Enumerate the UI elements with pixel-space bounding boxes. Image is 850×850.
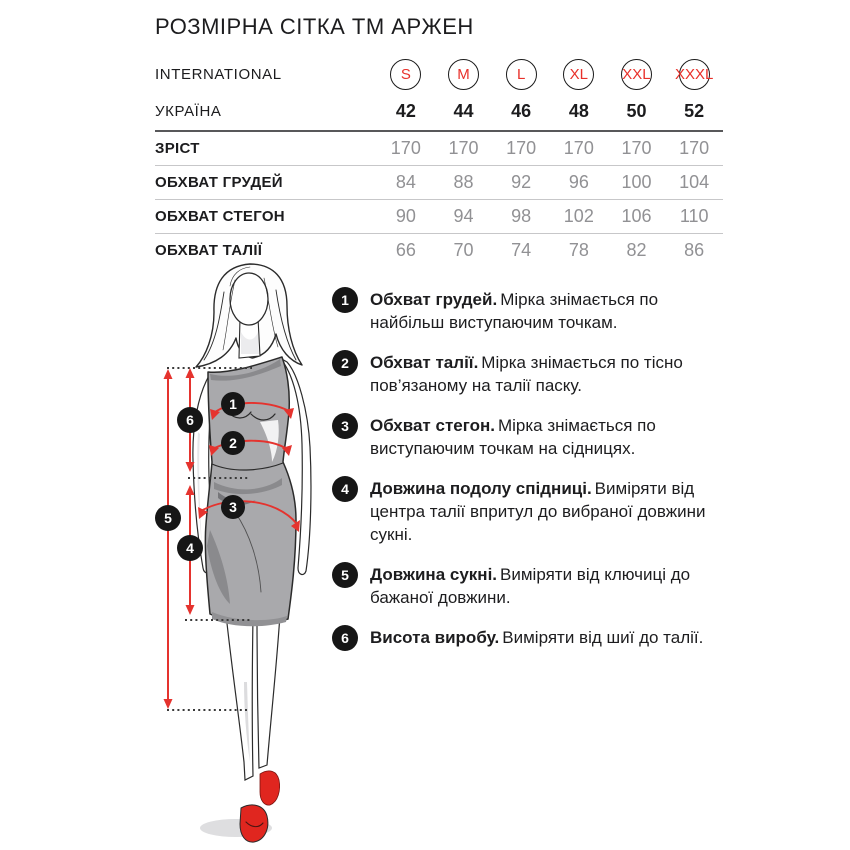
marker-1: 1 — [229, 396, 237, 412]
size-cell — [550, 55, 608, 93]
size-table — [155, 55, 723, 267]
legend-text — [370, 351, 728, 397]
ukraine-size-value: 52 — [684, 101, 705, 121]
legend-number-badge: 1 — [332, 287, 358, 313]
cell-value: 82 — [626, 240, 647, 260]
size-cell — [492, 93, 550, 130]
size-badge-circle — [621, 59, 652, 90]
woman-figure-illustration — [140, 262, 340, 850]
cell-value: 170 — [563, 138, 594, 158]
legend-number-badge: 3 — [332, 413, 358, 439]
size-badge-circle — [448, 59, 479, 90]
legend-term: Обхват талії. — [370, 353, 479, 372]
legend-term: Довжина подолу спідниці. — [370, 479, 592, 498]
measurement-rows — [155, 132, 723, 267]
ukraine-size-value: 50 — [626, 101, 647, 121]
row-label-ukraine: УКРАЇНА — [155, 103, 222, 120]
legend-number-badge: 5 — [332, 562, 358, 588]
right-shoe — [260, 771, 280, 805]
cell-value: 86 — [684, 240, 705, 260]
size-cell — [665, 55, 723, 93]
ukraine-size-value: 46 — [511, 101, 532, 121]
face — [230, 273, 268, 325]
table-row — [155, 132, 723, 166]
legend-term: Висота виробу. — [370, 628, 500, 647]
cell-value: 170 — [390, 138, 421, 158]
legend-text — [370, 477, 728, 546]
legend-term: Обхват грудей. — [370, 290, 498, 309]
cell-value: 110 — [679, 206, 709, 226]
marker-5: 5 — [164, 510, 172, 526]
ukraine-sizes — [377, 93, 723, 130]
left-leg — [226, 614, 253, 780]
legend-text — [370, 563, 728, 609]
size-badge-circle — [563, 59, 594, 90]
legend-description: Виміряти від ключиці до бажаної довжини. — [370, 565, 691, 607]
legend-number-badge: 6 — [332, 625, 358, 651]
size-cell — [665, 93, 723, 130]
size-cell — [377, 55, 435, 93]
legend-number-badge: 2 — [332, 350, 358, 376]
cell-value: 92 — [511, 172, 532, 192]
marker-6: 6 — [186, 412, 194, 428]
size-cell — [435, 55, 493, 93]
marker-3: 3 — [229, 499, 237, 515]
legend-description: Виміряти від шиї до талії. — [502, 628, 704, 647]
marker-2: 2 — [229, 435, 237, 451]
table-row-international — [155, 55, 723, 93]
table-row — [155, 200, 723, 234]
legend-item — [332, 288, 728, 334]
cell-value: 102 — [563, 206, 594, 226]
size-badge-label: XL — [569, 65, 588, 83]
cell-value: 66 — [395, 240, 416, 260]
row-label: ОБХВАТ СТЕГОН — [155, 208, 285, 225]
legend-text — [370, 626, 703, 649]
table-row — [155, 166, 723, 200]
table-row-ukraine — [155, 93, 723, 132]
cell-value: 170 — [621, 138, 652, 158]
cell-value: 74 — [511, 240, 532, 260]
measurement-legend — [332, 288, 728, 651]
cell-value: 96 — [568, 172, 589, 192]
size-cell — [608, 55, 666, 93]
cell-value: 170 — [679, 138, 710, 158]
size-badge-circle — [506, 59, 537, 90]
row-label: ОБХВАТ ГРУДЕЙ — [155, 174, 283, 191]
size-cell — [377, 93, 435, 130]
size-badge-label: S — [400, 65, 411, 83]
cell-value: 100 — [621, 172, 652, 192]
left-shoe — [240, 805, 268, 842]
legend-item — [332, 563, 728, 609]
legend-item — [332, 414, 728, 460]
size-cell — [550, 93, 608, 130]
row-label: ЗРІСТ — [155, 140, 200, 157]
legend-text — [370, 288, 728, 334]
legend-description: Мірка знімається по найбільш виступаючим точкам. — [370, 290, 659, 332]
measurement-figure — [140, 262, 340, 850]
size-badge-label: L — [516, 65, 526, 83]
cell-value: 78 — [568, 240, 589, 260]
legend-description: Мірка знімається по тісно пов’язаному на талії паску. — [370, 353, 683, 395]
legend-item — [332, 477, 728, 546]
legend-term: Обхват стегон. — [370, 416, 495, 435]
cell-value: 106 — [621, 206, 652, 226]
size-badge-label: XXXL — [674, 65, 714, 83]
cell-value: 104 — [679, 172, 710, 192]
cell-value: 170 — [448, 138, 479, 158]
cell-value: 90 — [395, 206, 416, 226]
size-badge-label: XXL — [622, 65, 651, 83]
size-cell — [492, 55, 550, 93]
row-label: ОБХВАТ ТАЛІЇ — [155, 242, 263, 259]
legend-term: Довжина сукні. — [370, 565, 498, 584]
size-badge-circle — [674, 59, 714, 90]
cell-value: 70 — [453, 240, 474, 260]
ukraine-size-value: 48 — [568, 101, 589, 121]
legend-item — [332, 626, 728, 651]
cell-value: 170 — [506, 138, 537, 158]
row-label-international: INTERNATIONAL — [155, 65, 282, 83]
legend-description: Виміряти від центра талії впритул до вибраної довжини сукні. — [370, 479, 706, 544]
cell-value: 84 — [395, 172, 416, 192]
size-cell — [608, 93, 666, 130]
size-badge-circle — [390, 59, 421, 90]
size-badge-label: M — [457, 65, 470, 83]
legend-number-badge: 4 — [332, 476, 358, 502]
legend-description: Мірка знімається по виступаючим точкам на сідницях. — [370, 416, 656, 458]
international-sizes — [377, 55, 723, 93]
cell-value: 98 — [511, 206, 532, 226]
legend-text — [370, 414, 728, 460]
page-title: РОЗМІРНА СІТКА ТМ АРЖЕН — [155, 14, 474, 39]
right-leg — [257, 614, 280, 768]
legend-item — [332, 351, 728, 397]
ukraine-size-value: 42 — [395, 101, 416, 121]
ukraine-size-value: 44 — [453, 101, 474, 121]
cell-value: 94 — [453, 206, 474, 226]
size-cell — [435, 93, 493, 130]
marker-4: 4 — [186, 540, 194, 556]
cell-value: 88 — [453, 172, 474, 192]
